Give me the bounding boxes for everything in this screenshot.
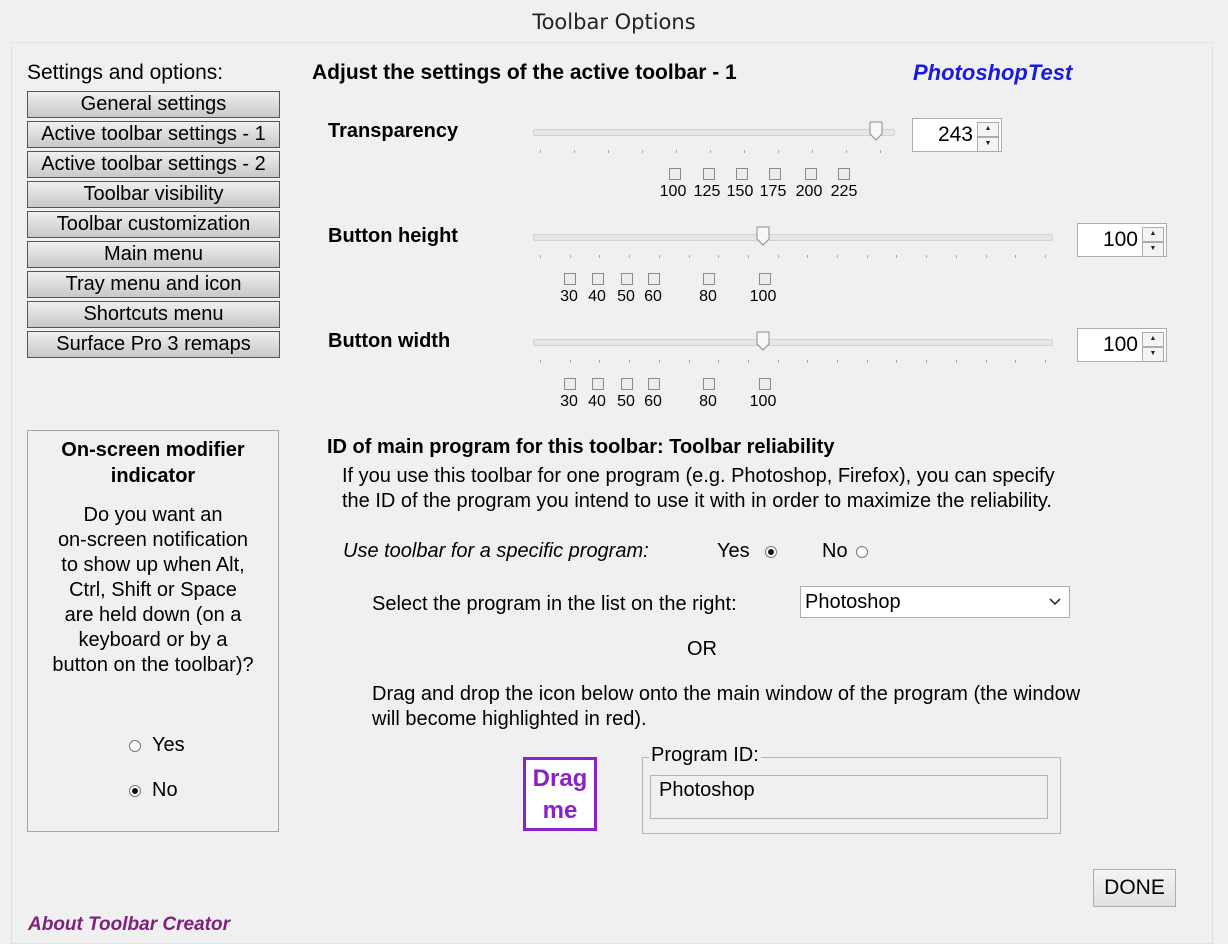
- button-height-preset-label: 50: [617, 288, 635, 305]
- button-width-preset-label: 100: [749, 393, 777, 410]
- button-height-spinbox[interactable]: [1077, 223, 1167, 257]
- transparency-preset-label: 175: [759, 183, 787, 200]
- modifier-question-line: to show up when Alt,: [61, 554, 245, 576]
- button-height-slider-track[interactable]: [533, 234, 1053, 241]
- nav-active-toolbar-settings-1[interactable]: Active toolbar settings - 1: [27, 121, 280, 148]
- button-width-label: Button width: [328, 330, 451, 352]
- transparency-preset-checkbox[interactable]: [736, 168, 748, 180]
- slider-tick: [629, 360, 630, 363]
- button-width-preset-label: 50: [617, 393, 635, 410]
- transparency-preset-label: 200: [795, 183, 823, 200]
- sidebar-heading: Settings and options:: [27, 61, 224, 84]
- button-width-value[interactable]: 100: [1102, 333, 1138, 356]
- spin-up-icon[interactable]: ▲: [1142, 227, 1164, 242]
- button-width-slider-ticks: [540, 360, 1045, 364]
- modifier-question-line: Ctrl, Shift or Space: [69, 579, 237, 601]
- transparency-preset-label: 100: [659, 183, 687, 200]
- nav-general-settings[interactable]: General settings: [27, 91, 280, 118]
- nav-toolbar-visibility[interactable]: Toolbar visibility: [27, 181, 280, 208]
- modifier-title-line1: On-screen modifier: [61, 439, 245, 461]
- button-width-slider-thumb[interactable]: [756, 331, 770, 351]
- use-program-yes-label: Yes: [717, 540, 750, 562]
- slider-tick: [642, 150, 643, 153]
- transparency-label: Transparency: [328, 120, 459, 142]
- transparency-slider-ticks: [540, 150, 880, 154]
- transparency-preset-label: 125: [693, 183, 721, 200]
- transparency-slider-track[interactable]: [533, 129, 895, 136]
- slider-tick: [744, 150, 745, 153]
- spin-up-icon[interactable]: ▲: [1142, 332, 1164, 347]
- button-height-value[interactable]: 100: [1102, 228, 1138, 251]
- about-toolbar-creator-link[interactable]: About Toolbar Creator: [28, 914, 230, 935]
- or-label: OR: [687, 638, 717, 660]
- transparency-preset-label: 150: [726, 183, 754, 200]
- slider-tick: [896, 255, 897, 258]
- main-heading: Adjust the settings of the active toolbar - 1: [312, 61, 737, 84]
- slider-tick: [812, 150, 813, 153]
- transparency-preset-checkbox[interactable]: [669, 168, 681, 180]
- button-height-slider-thumb[interactable]: [756, 226, 770, 246]
- drag-label-line1: Drag: [532, 765, 588, 792]
- slider-tick: [689, 360, 690, 363]
- select-program-label: Select the program in the list on the right:: [372, 593, 737, 615]
- slider-tick: [574, 150, 575, 153]
- slider-tick: [926, 255, 927, 258]
- slider-tick: [1045, 255, 1046, 258]
- button-height-preset-checkbox[interactable]: [648, 273, 660, 285]
- modifier-question-line: button on the toolbar)?: [52, 654, 254, 676]
- use-specific-program-label: Use toolbar for a specific program:: [343, 540, 649, 562]
- program-id-value[interactable]: Photoshop: [659, 779, 755, 801]
- slider-tick: [880, 150, 881, 153]
- modifier-question-line: on-screen notification: [57, 529, 249, 551]
- modifier-title-line2: indicator: [110, 465, 196, 487]
- slider-tick: [956, 255, 957, 258]
- slider-tick: [956, 360, 957, 363]
- chevron-down-icon: [1049, 598, 1061, 606]
- use-program-no-label: No: [822, 540, 848, 562]
- button-width-preset-checkbox[interactable]: [703, 378, 715, 390]
- slider-tick: [676, 150, 677, 153]
- button-height-preset-label: 40: [588, 288, 606, 305]
- slider-tick: [540, 255, 541, 258]
- program-id-group-label: Program ID:: [651, 744, 759, 766]
- modifier-yes-radio[interactable]: [129, 740, 141, 752]
- slider-tick: [540, 360, 541, 363]
- slider-tick: [778, 360, 779, 363]
- button-width-preset-checkbox[interactable]: [759, 378, 771, 390]
- slider-tick: [599, 360, 600, 363]
- slider-tick: [570, 255, 571, 258]
- button-width-preset-checkbox[interactable]: [648, 378, 660, 390]
- drag-desc-line1: Drag and drop the icon below onto the main window of the program (the window: [372, 683, 1081, 705]
- slider-tick: [540, 150, 541, 153]
- program-id-field[interactable]: [650, 775, 1048, 819]
- nav-main-menu[interactable]: Main menu: [27, 241, 280, 268]
- drag-me-target-icon[interactable]: [523, 757, 597, 831]
- slider-tick: [570, 360, 571, 363]
- program-id-desc-line1: If you use this toolbar for one program (e.g. Photoshop, Firefox), you can specify: [342, 465, 1055, 487]
- program-select-dropdown[interactable]: [800, 586, 1070, 618]
- button-width-preset-checkbox[interactable]: [621, 378, 633, 390]
- nav-tray-menu-and-icon[interactable]: Tray menu and icon: [27, 271, 280, 298]
- button-height-preset-label: 80: [699, 288, 717, 305]
- slider-tick: [1045, 360, 1046, 363]
- program-id-desc-line2: the ID of the program you intend to use it with in order to maximize the reliability.: [342, 490, 1052, 512]
- transparency-slider-thumb[interactable]: [869, 121, 883, 141]
- active-toolbar-name: PhotoshopTest: [913, 60, 1073, 85]
- slider-tick: [837, 360, 838, 363]
- transparency-preset-label: 225: [830, 183, 858, 200]
- transparency-spinbox[interactable]: [912, 118, 1002, 152]
- done-button[interactable]: DONE: [1093, 869, 1176, 907]
- drag-label-line2: me: [542, 797, 578, 824]
- nav-toolbar-customization[interactable]: Toolbar customization: [27, 211, 280, 238]
- button-height-slider-ticks: [540, 255, 1045, 259]
- modifier-question: [28, 503, 278, 678]
- button-width-preset-label: 60: [644, 393, 662, 410]
- transparency-value[interactable]: 243: [937, 123, 973, 146]
- slider-tick: [867, 255, 868, 258]
- use-program-no-radio[interactable]: [856, 546, 868, 558]
- modifier-no-radio[interactable]: [129, 785, 141, 797]
- nav-shortcuts-menu[interactable]: Shortcuts menu: [27, 301, 280, 328]
- button-height-preset-checkbox[interactable]: [621, 273, 633, 285]
- modifier-question-line: Do you want an: [83, 504, 223, 526]
- slider-tick: [778, 150, 779, 153]
- slider-tick: [837, 255, 838, 258]
- button-width-spinbox[interactable]: [1077, 328, 1167, 362]
- spin-down-icon[interactable]: ▼: [1142, 242, 1164, 257]
- modifier-question-line: are held down (on a: [64, 604, 242, 626]
- slider-tick: [710, 150, 711, 153]
- button-height-preset-label: 100: [749, 288, 777, 305]
- button-height-preset-label: 30: [560, 288, 578, 305]
- window-title: Toolbar Options: [532, 10, 696, 34]
- transparency-preset-checkbox[interactable]: [805, 168, 817, 180]
- slider-tick: [1015, 255, 1016, 258]
- button-width-preset-label: 80: [699, 393, 717, 410]
- button-height-preset-label: 60: [644, 288, 662, 305]
- nav-active-toolbar-settings-2[interactable]: Active toolbar settings - 2: [27, 151, 280, 178]
- nav-surface-pro-3-remaps[interactable]: Surface Pro 3 remaps: [27, 331, 280, 358]
- slider-tick: [748, 360, 749, 363]
- slider-tick: [778, 255, 779, 258]
- slider-tick: [867, 360, 868, 363]
- modifier-no-label: No: [152, 779, 178, 801]
- spin-down-icon[interactable]: ▼: [1142, 347, 1164, 362]
- transparency-preset-checkbox[interactable]: [769, 168, 781, 180]
- use-program-yes-radio[interactable]: [765, 546, 777, 558]
- transparency-preset-checkbox[interactable]: [838, 168, 850, 180]
- slider-tick: [718, 255, 719, 258]
- slider-tick: [659, 360, 660, 363]
- button-height-preset-checkbox[interactable]: [564, 273, 576, 285]
- button-width-preset-label: 30: [560, 393, 578, 410]
- slider-tick: [986, 255, 987, 258]
- button-height-preset-checkbox[interactable]: [759, 273, 771, 285]
- spin-down-icon[interactable]: ▼: [977, 137, 999, 152]
- slider-tick: [986, 360, 987, 363]
- slider-tick: [608, 150, 609, 153]
- program-select-value: Photoshop: [805, 591, 901, 613]
- slider-tick: [846, 150, 847, 153]
- button-height-preset-checkbox[interactable]: [703, 273, 715, 285]
- slider-tick: [807, 255, 808, 258]
- button-width-slider-track[interactable]: [533, 339, 1053, 346]
- slider-tick: [748, 255, 749, 258]
- button-width-preset-checkbox[interactable]: [592, 378, 604, 390]
- button-width-preset-label: 40: [588, 393, 606, 410]
- transparency-preset-checkbox[interactable]: [703, 168, 715, 180]
- program-id-group: [642, 744, 1061, 834]
- slider-tick: [689, 255, 690, 258]
- slider-tick: [599, 255, 600, 258]
- button-height-label: Button height: [328, 225, 458, 247]
- slider-tick: [659, 255, 660, 258]
- slider-tick: [718, 360, 719, 363]
- modifier-yes-label: Yes: [152, 734, 185, 756]
- spin-up-icon[interactable]: ▲: [977, 122, 999, 137]
- slider-tick: [926, 360, 927, 363]
- window-title-bar[interactable]: [0, 0, 1228, 42]
- drag-desc-line2: will become highlighted in red).: [372, 708, 647, 730]
- program-id-heading: ID of main program for this toolbar: Toolbar reliability: [327, 436, 835, 458]
- modifier-indicator-box: [27, 430, 279, 832]
- modifier-question-line: keyboard or by a: [78, 629, 228, 651]
- slider-tick: [629, 255, 630, 258]
- slider-tick: [1015, 360, 1016, 363]
- button-width-preset-checkbox[interactable]: [564, 378, 576, 390]
- slider-tick: [896, 360, 897, 363]
- button-height-preset-checkbox[interactable]: [592, 273, 604, 285]
- slider-tick: [807, 360, 808, 363]
